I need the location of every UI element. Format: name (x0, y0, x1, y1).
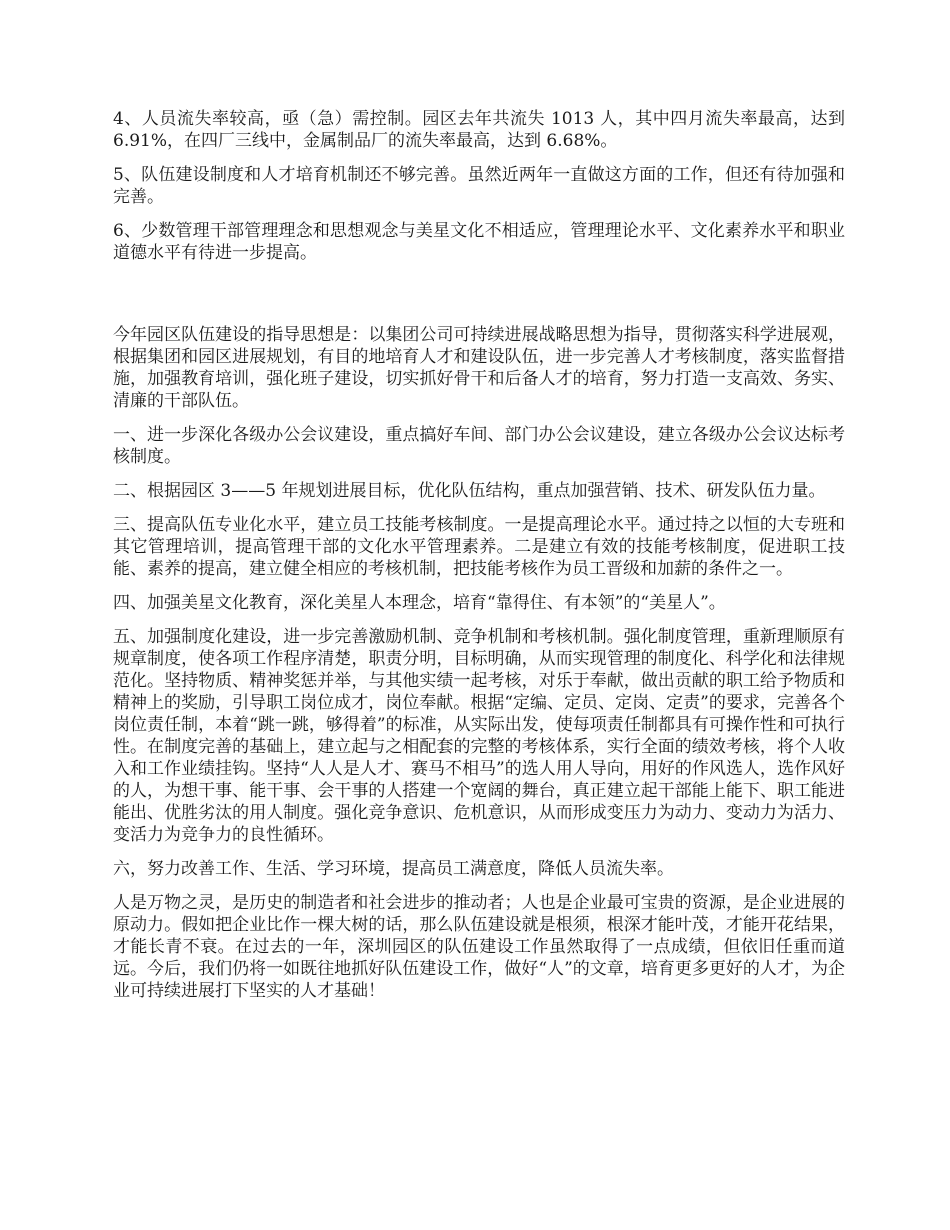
paragraph-item-three: 三、提高队伍专业化水平，建立员工技能考核制度。一是提高理论水平。通过持之以恒的大专班和其它管理培训，提高管理干部的文化水平管理素养。二是建立有效的技能考核制度，促进职工技能、素养的提高，建立健全相应的考核机制，把技能考核作为员工晋级和加薪的条件之一。 (113, 515, 845, 579)
paragraph-item-two: 二、根据园区 3——5 年规划进展目标，优化队伍结构，重点加强营销、技术、研发队伍力量。 (113, 481, 826, 501)
document-page (113, 108, 845, 1014)
section-gap (113, 276, 845, 324)
paragraph-conclusion: 人是万物之灵，是历史的制造者和社会进步的推动者；人也是企业最可宝贵的资源，是企业进展的原动力。假如把企业比作一棵大树的话，那么队伍建设就是根须，根深才能叶茂，才能开花结果，才能长青不衰。在过去的一年，深圳园区的队伍建设工作虽然取得了一点成绩，但依旧任重而道远。今后，我们仍将一如既往地抓好队伍建设工作，做好“人”的文章，培育更多更好的人才，为企业可持续进展打下坚实的人才基础！ (113, 893, 845, 1001)
paragraph-item-five: 五、加强制度化建设，进一步完善激励机制、竞争机制和考核机制。强化制度管理，重新理顺原有规章制度，使各项工作程序清楚，职责分明，目标明确，从而实现管理的制度化、科学化和法律规范化。坚持物质、精神奖惩并举，与其他实绩一起考核，对乐于奉献，做出贡献的职工给予物质和精神上的奖励，引导职工岗位成才，岗位奉献。根据“定编、定员、定岗、定责”的要求，完善各个岗位责任制，本着“跳一跳，够得着”的标准，从实际出发，使每项责任制都具有可操作性和可执行性。在制度完善的基础上，建立起与之相配套的完整的考核体系，实行全面的绩效考核，将个人收入和工作业绩挂钩。坚持“人人是人才、赛马不相马”的选人用人导向，用好的作风选人，选作风好的人，为想干事、能干事、会干事的人搭建一个宽阔的舞台，真正建立起干部能上能下、职工能进能出、优胜劣汰的用人制度。强化竞争意识、危机意识，从而形成变压力为动力、变动力为活力、变活力为竞争力的良性循环。 (113, 627, 845, 845)
paragraph-staff-turnover: 4、人员流失率较高，亟（急）需控制。园区去年共流失 1013 人，其中四月流失率最高，达到 6.91%，在四厂三线中，金属制品厂的流失率最高，达到 6.68%。 (113, 109, 845, 151)
paragraph-guiding-ideology: 今年园区队伍建设的指导思想是：以集团公司可持续进展战略思想为指导，贯彻落实科学进展观，根据集团和园区进展规划，有目的地培育人才和建设队伍，进一步完善人才考核制度，落实监督措施，加强教育培训，强化班子建设，切实抓好骨干和后备人才的培育，努力打造一支高效、务实、清廉的干部队伍。 (113, 325, 845, 411)
paragraph-item-six: 六，努力改善工作、生活、学习环境，提高员工满意度，降低人员流失率。 (113, 859, 674, 879)
paragraph-management-philosophy: 6、少数管理干部管理理念和思想观念与美星文化不相适应，管理理论水平、文化素养水平和职业道德水平有待进一步提高。 (113, 221, 845, 263)
paragraph-item-four: 四、加强美星文化教育，深化美星人本理念，培育“靠得住、有本领”的“美星人”。 (113, 593, 726, 613)
paragraph-item-one: 一、进一步深化各级办公会议建设，重点搞好车间、部门办公会议建设，建立各级办公会议达标考核制度。 (113, 425, 845, 467)
paragraph-training-mechanism: 5、队伍建设制度和人才培育机制还不够完善。虽然近两年一直做这方面的工作，但还有待加强和完善。 (113, 165, 845, 207)
